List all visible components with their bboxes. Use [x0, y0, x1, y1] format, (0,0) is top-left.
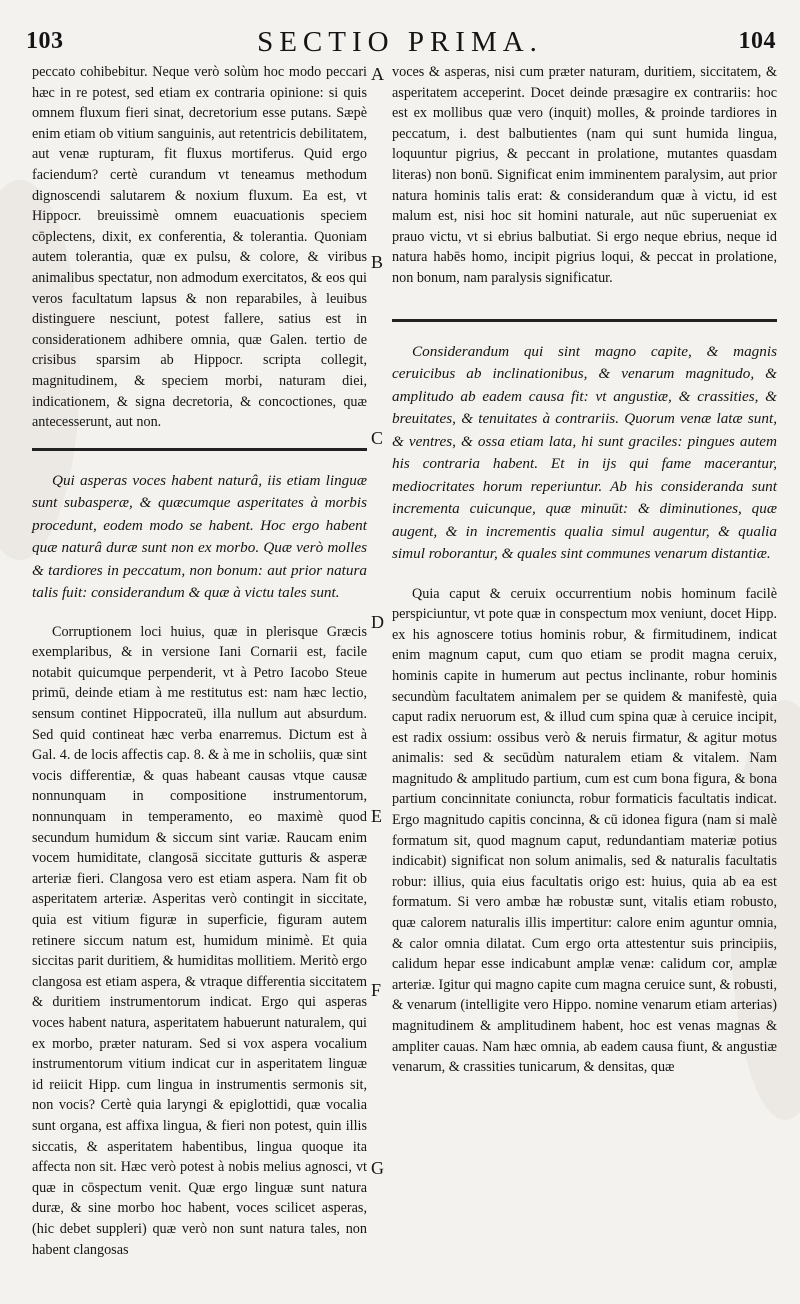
right-commentary-2: Quia caput & ceruix occurrentium nobis hominum facilè perspiciuntur, vt pote quæ in conspectum mox veniunt, docet Hipp. ex his agnoscere totius hominis robur, & firmitudinem, indicat enim magnum caput, cum quo etiam se prodit magna ceruix, hominis capite in humerum aut pectus inclinante, robur hominis secundùm facultatem animalem per se quidem & manifestè, quia caput radix neruorum est, & illud cum spina quæ à ceruice incipit, est radix ossium: ossibus verò & neruis firmatur, & agitur motus animalis: sed & secūdùm naturalem etiam & vitalem. Nam magnitudo & amplitudo partium, cum est cum bona figura, & bona partium concinnitate coniuncta, robur formaticis facultatis indicat. Ergo magnitudo capitis concinna, & cū idonea figura (nam si malè formatum sit, quod magnum caput, redundantiam materiæ potius indicabit) significat non solum animalis, sed & naturalis facultatis robur: illius, quia eius facultatis origo est: huius, quia ab ea est formatum. Si vero ambæ hæ robustæ sunt, vitalis etiam robusto, quæ calorem naturalis illis impertitur: calore enim aguntur omnia, & calor omnia dilatat. Cum ergo orta attestentur suis principiis, calidum hepar esse indicabunt amplæ venæ: calidum cor, amplæ arteriæ. Igitur qui magno capite cum magna ceruice sunt, & robusti, & venarum (intelligite vero Hippo. nomine venarum etiam arterias) magnitudinem & amplitudinem habent, hoc est venas magnas & ampliter cauas. Nam hæc omnia, ab eadem causa fiunt, & angustiæ venarum, & crassities tunicarum, & densitas, quæ — [392, 585, 777, 1076]
page-number-left: 103 — [26, 28, 64, 54]
right-commentary-1: voces & asperas, nisi cum præter naturam, duritiem, siccitatem, & asperitatem acceperint. Docet deinde præsagire ex contrariis: hoc est ex mollibus quæ vero (inquit) molles, & proinde tardiores in peccatum, i. dest balbutientes (nam qui sunt humida lingua, loquuntur pigrius, & peccant in prolatione, mutantes quasdam literas) non bonū. Significat enim imminentem paralysim, aut prior natura hominis talis erat: & considerandum quæ à victu, id est malum est, nisi hoc sit homini naturale, aut nūc superueniat ex prauo victu, vt si ebrius balbutiat. Si ergo neque ebrius, neque id natura habēs homo, incipit pigrius loqui, & peccat in prolatione, non bonum, nam paralysis significatur. — [392, 64, 777, 286]
section-rule-left — [32, 448, 367, 451]
left-column — [32, 62, 367, 1260]
margin-letter-d: D — [371, 612, 384, 632]
right-column — [392, 62, 777, 1078]
margin-letter-f: F — [371, 980, 382, 1000]
left-commentary-1: peccato cohibebitur. Neque verò solùm hoc modo peccari hæc in re potest, sed etiam ex contraria opinione: si quis omnem fluxum fieri sinat, decretorium esse putans. Sæpè enim etiam ob vitium sanguinis, aut retentricis debilitatem, aut venæ rupturam, fit fluxus mortiferus. Quid ergo faciendum? certè curandum vt teneamus methodum dignoscendi salutarem & noxium fluxum. Ea est, vt Hippocr. breuissimè omnem euacuationis speciem cōplectens, dixit, ex conferentia, & tolerantia. Quoniam autem tolerantia, quæ ex pulsu, & colore, & viribus animalibus spectatur, non admodum exercitatos, & eos qui veros facultatum lapsus & non reparabiles, à leuibus distinguere nesciunt, potest fallere, satius est in considerationem adhibere omnia, quæ Galen. tertio de crisibus sparsim ab Hippocr. scripta collegit, magnitudinem, & speciem morbi, naturam diei, indicationem, & signa decretoria, & concoctiones, quæ antecesserunt, aut non. — [32, 64, 367, 431]
margin-letter-c: C — [371, 428, 384, 448]
right-aphorism: Considerandum qui sint magno capite, & magnis ceruicibus ab inclinationibus, & venarum magnitudo, & amplitudo ab eadem causa fit: vt angustiæ, & crassities, & breuitates, & tenuitates à contrariis. Quorum venæ latæ sunt, & ventres, & ossa etiam lata, hi sunt graciles: pingues autem his contraria habent. Et in ijs qui fame macerantur, mediocritates horum reperiuntur. Ab his consideranda sunt incrementa cuicunque, quæ minuūt: & diminutiones, quæ augent, & in incrementis qualia simul augentur, & qualia simul roborantur, & quales sint communes venarum distantiæ. — [392, 342, 777, 563]
left-aphorism: Qui asperas voces habent naturâ, iis etiam linguæ sunt subasperæ, & quæcumque asperitates à morbis procedunt, eodem modo se habent. Hoc ergo habent quæ naturâ duræ sunt non ex morbo. Quæ verò molles & tardiores in peccatum, non bonum: aut prior natura talis fuit: considerandum & quæ à victu tales sunt. — [32, 471, 367, 602]
page-number-right: 104 — [738, 28, 776, 54]
section-rule-right — [392, 319, 777, 322]
running-title: SECTIO PRIMA. — [257, 26, 543, 58]
page-header — [0, 26, 800, 66]
left-commentary-2: Corruptionem loci huius, quæ in plerisque Græcis exemplaribus, & in versione Iani Cornarii est, facile notabit quicumque perpenderit, vt à Petro Iacobo Steue primū, deinde etiam à me restitutus est: nam hæc lectio, sensum continet Hippocrateū, illa nullum aut absurdum. Sed quid contineat hæc verba enarremus. Dictum est à Gal. 4. de locis affectis cap. 8. & à me in scholiis, quæ sint vocis differentiæ, & quas habeant causas vtque causæ nonnunquam in compositione instrumentorum, nonnunquam in temperamento, eo maximè quod secundum humidum & siccum sint variæ. Raucam enim vocem humiditate, clangosā siccitate gutturis & asperæ arteriæ fieri. Clangosa vero est etiam aspera. Nam fit ob asperitatem arteriæ. Asperitas verò contingit in siccitate, quia est vitium figuræ in superficie, figuram autem retinere siccum natum est, humidum minimè. Et quia siccitas parit duritiem, & humiditas mollitiem. Meritò ergo clangosa est etiam aspera, & vtraque differentia siccitatem & duritiem instrumentorum indicat. Ergo qui asperas voces habent natura, asperitatem habuerunt naturalem, qui ex morbo, præter naturam. Sed si vox aspera vocalium instrumentorum vitium indicat cur in asperitatem linguæ id reiicit Hipp. cum lingua in instrumentis sermonis sit, non vocis? Certè quia laryngi & epiglottidi, quæ vocalia sunt organa, est affixa lingua, & fieri non potest, quin illis siccatis, & asperitatem habentibus, lingua quoque ita affecta non sit. Hæc verò potest à nobis melius agnosci, vt quæ in cōspectum venit. Quæ ergo linguæ sunt natura duræ, & sine morbo hoc habent, voces scilicet asperas, (hic debet suppleri) quæ verò non sunt natura tales, non habent clangosas — [32, 623, 367, 1258]
margin-letter-a: A — [371, 64, 384, 84]
margin-letter-g: G — [371, 1158, 384, 1178]
margin-letter-b: B — [371, 252, 384, 272]
margin-letter-e: E — [371, 806, 382, 826]
